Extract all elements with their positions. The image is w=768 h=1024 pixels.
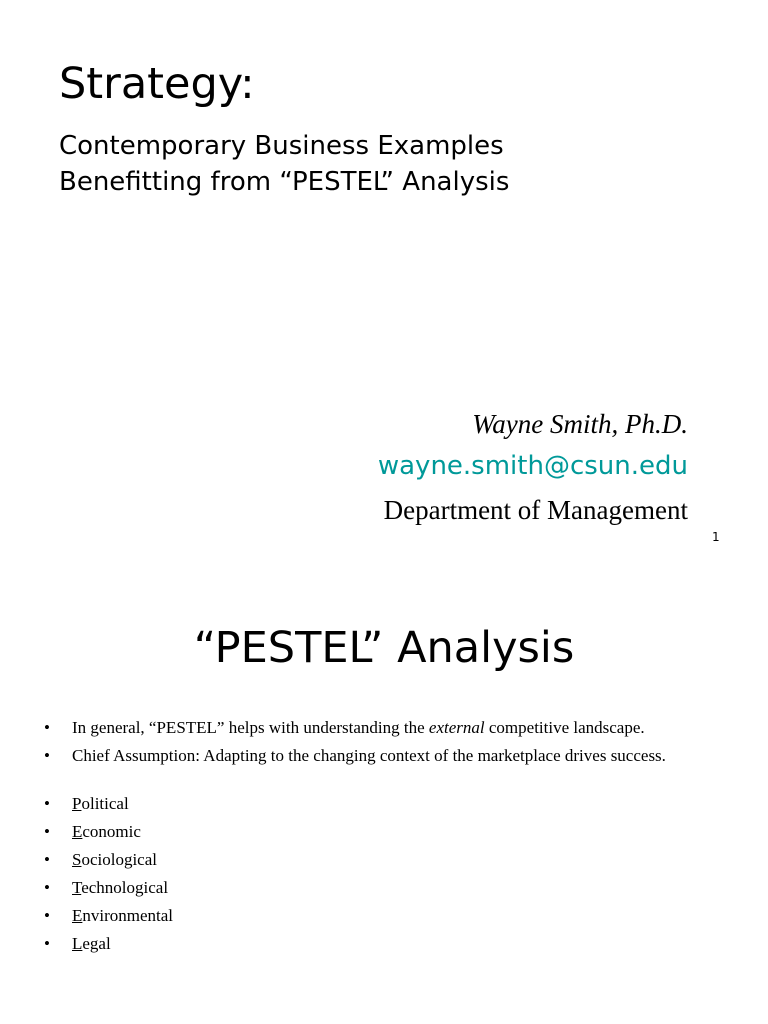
author-department: Department of Management — [383, 495, 688, 525]
factor-environmental — [44, 904, 734, 928]
factor-rest: conomic — [82, 822, 141, 841]
bullet-list — [44, 716, 734, 960]
factor-rest: ociological — [81, 850, 157, 869]
author-name: Wayne Smith, Ph.D. — [472, 409, 688, 439]
factor-initial: S — [72, 850, 82, 869]
factor-rest: egal — [82, 934, 111, 953]
factor-rest: olitical — [81, 794, 129, 813]
factor-initial: L — [72, 934, 83, 953]
factor-economic — [44, 820, 734, 844]
factor-technological — [44, 876, 734, 900]
factor-rest: nvironmental — [82, 906, 174, 925]
factor-initial: P — [72, 794, 82, 813]
factor-initial: E — [72, 906, 83, 925]
subtitle-line-2: Benefitting from “PESTEL” Analysis — [59, 167, 510, 197]
slide-title: “PESTEL” Analysis — [193, 623, 575, 673]
slide-subtitle — [59, 128, 509, 200]
bullet-text: competitive landscape. — [484, 718, 645, 737]
bullet-assumption: • Chief Assumption: Adapting to the changing context of the marketplace drives success. — [44, 744, 734, 768]
slide-title: Strategy: — [59, 59, 255, 109]
bullet-general — [44, 716, 734, 740]
bullet-emphasis: external — [428, 718, 485, 737]
factor-sociological — [44, 848, 734, 872]
factor-legal — [44, 932, 734, 956]
bullet-text: In general, “PESTEL” helps with understanding the — [72, 718, 429, 737]
factor-political — [44, 792, 734, 816]
factor-initial: E — [72, 822, 83, 841]
subtitle-line-1: Contemporary Business Examples — [59, 131, 504, 161]
page-number: 1 — [712, 530, 720, 544]
author-email[interactable]: wayne.smith@csun.edu — [377, 451, 688, 481]
factor-initial: T — [72, 878, 82, 897]
author-block — [378, 404, 688, 530]
pestel-slide — [0, 580, 768, 1024]
factor-rest: echnological — [81, 878, 169, 897]
